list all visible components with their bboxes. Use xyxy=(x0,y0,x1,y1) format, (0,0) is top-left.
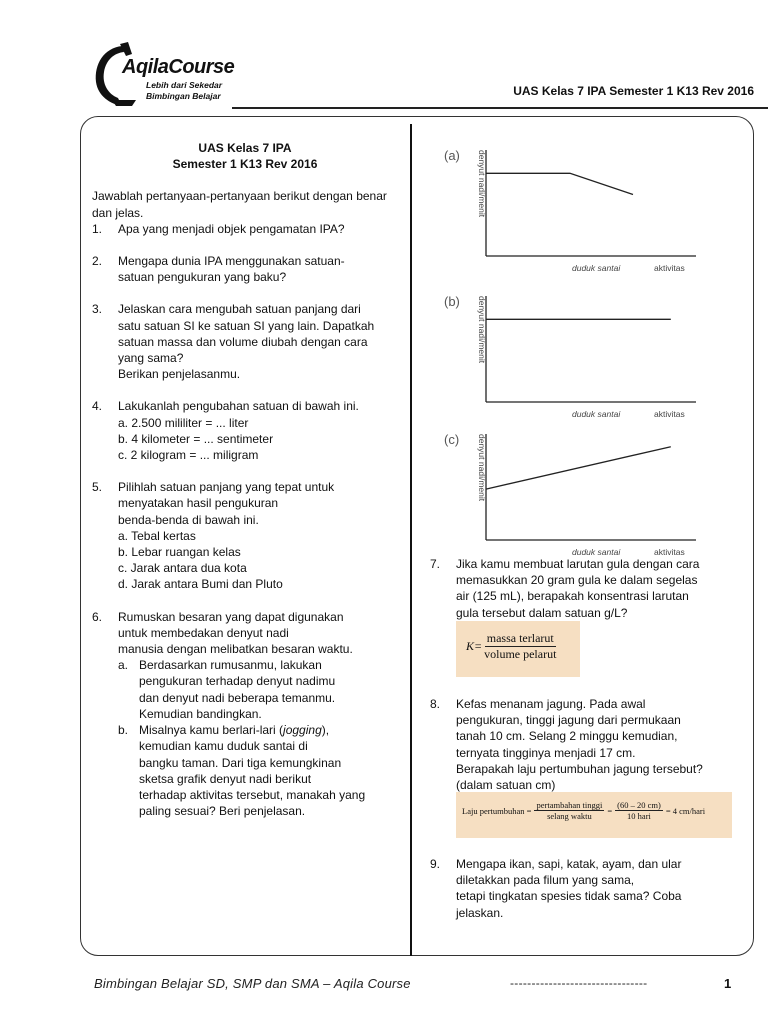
question-text: tanah 10 cm. Selang 2 minggu kemudian, xyxy=(456,729,678,744)
graph-label: (c) xyxy=(444,432,460,447)
question-number: 3. xyxy=(92,302,103,317)
sub-letter: b. xyxy=(118,723,129,738)
x-axis-label-end: aktivitas xyxy=(654,263,685,272)
sub-text: pengukuran terhadap denyut nadimu xyxy=(139,674,336,689)
question-number: 2. xyxy=(92,254,103,269)
question-text: diletakkan pada filum yang sama, xyxy=(456,873,635,888)
question-text: Lakukanlah pengubahan satuan di bawah ini. xyxy=(118,399,359,414)
sub-text: dan denyut nadi beberapa temanmu. xyxy=(139,690,336,705)
graph-b xyxy=(430,286,740,418)
jogging-emphasis: jogging xyxy=(283,723,322,738)
question-9 xyxy=(430,856,740,921)
question-option: c. Jarak antara dua kota xyxy=(118,561,247,576)
formula-lhs: K= xyxy=(466,639,483,653)
footer-text: Bimbingan Belajar SD, SMP dan SMA – Aqila Course xyxy=(94,976,411,991)
concentration-formula xyxy=(456,621,580,677)
sub-text: terhadap aktivitas tersebut, manakah yang xyxy=(139,787,366,802)
graph-label: (b) xyxy=(444,294,460,309)
question-text: Berapakah laju pertumbuhan jagung tersebut? xyxy=(456,761,703,776)
page-number: 1 xyxy=(724,976,732,991)
left-column xyxy=(92,140,398,819)
question-number: 8. xyxy=(430,697,441,711)
question-option: b. Lebar ruangan kelas xyxy=(118,545,241,560)
exam-title: UAS Kelas 7 IPA xyxy=(198,141,292,155)
question-text: Pilihlah satuan panjang yang tepat untuk xyxy=(118,480,335,495)
question-text: Jika kamu membuat larutan gula dengan cara xyxy=(456,557,700,571)
growth-rate-formula xyxy=(456,792,732,838)
question-6a xyxy=(92,657,398,722)
exam-subtitle: Semester 1 K13 Rev 2016 xyxy=(172,157,318,172)
question-text: Kefas menanam jagung. Pada awal xyxy=(456,697,646,711)
question-6b xyxy=(92,722,398,819)
question-7 xyxy=(430,556,740,621)
question-number: 6. xyxy=(92,609,103,624)
sub-text: bangku taman. Dari tiga kemungkinan xyxy=(139,755,342,770)
formula-equals: = xyxy=(607,805,613,816)
question-5 xyxy=(92,479,398,495)
question-number: 1. xyxy=(92,221,103,236)
formula-denominator: selang waktu xyxy=(547,811,592,821)
sub-text: sketsa grafik denyut nadi berikut xyxy=(139,771,312,786)
x-axis-label-mid: duduk santai xyxy=(572,547,621,556)
question-text: Jelaskan cara mengubah satuan panjang dari xyxy=(118,302,361,317)
question-number: 5. xyxy=(92,480,103,495)
question-text: satuan massa dan volume diubah dengan cara xyxy=(118,334,368,349)
question-text: memasukkan 20 gram gula ke dalam segelas xyxy=(456,573,698,588)
y-axis-label: denyut nadi/menit xyxy=(477,150,487,218)
question-text: jelaskan. xyxy=(456,905,504,920)
question-option: c. 2 kilogram = ... miligram xyxy=(118,448,259,463)
question-text: satu satuan SI ke satuan SI yang lain. Dapatkah xyxy=(118,318,375,333)
question-text: gula tersebut dalam satuan g/L? xyxy=(456,605,628,620)
formula-numerator: pertambahan tinggi xyxy=(536,800,603,810)
x-axis-label-mid: duduk santai xyxy=(572,409,621,418)
instructions: Jawablah pertanyaan-pertanyaan berikut dengan benar dan jelas. xyxy=(92,189,387,220)
graph-a xyxy=(430,140,740,272)
x-axis-label-end: aktivitas xyxy=(654,409,685,418)
sub-text: paling sesuai? Beri penjelasan. xyxy=(139,804,306,819)
column-divider xyxy=(410,124,412,956)
question-2 xyxy=(92,253,398,269)
formula-result: = 4 cm/hari xyxy=(665,805,706,816)
question-8 xyxy=(430,696,740,793)
pulse-line xyxy=(486,173,633,194)
y-axis-label: denyut nadi/menit xyxy=(477,296,487,364)
sub-text: kemudian kamu duduk santai di xyxy=(139,739,308,754)
question-text: tetapi tingkatan spesies tidak sama? Coba xyxy=(456,889,682,904)
sub-letter: a. xyxy=(118,658,129,673)
x-axis-label-mid: duduk santai xyxy=(572,263,621,272)
sub-text: Kemudian bandingkan. xyxy=(139,706,262,721)
question-text: manusia dengan melibatkan besaran waktu. xyxy=(118,642,353,657)
question-text: satuan pengukuran yang baku? xyxy=(118,270,287,285)
sub-text: Berdasarkan rumusanmu, lakukan xyxy=(139,658,322,673)
footer-dashes: -------------------------------- xyxy=(510,976,648,990)
formula-lhs: Laju pertumbuhan = xyxy=(462,805,532,816)
question-option: a. Tebal kertas xyxy=(118,528,196,543)
question-text: pengukuran, tinggi jagung dari permukaan xyxy=(456,713,681,728)
header-title: UAS Kelas 7 IPA Semester 1 K13 Rev 2016 xyxy=(513,84,754,98)
question-text: Berikan penjelasanmu. xyxy=(118,367,241,382)
pulse-line xyxy=(486,447,671,489)
question-text: (dalam satuan cm) xyxy=(456,778,556,793)
formula-numerator: (60 – 20 cm) xyxy=(617,800,661,810)
sub-text: Misalnya kamu berlari-lari (jogging), xyxy=(139,723,330,738)
formula-numerator: massa terlarut xyxy=(486,631,554,645)
formula-denominator: volume pelarut xyxy=(484,647,557,661)
question-text: air (125 mL), berapakah konsentrasi larutan xyxy=(456,589,689,604)
question-text: Mengapa dunia IPA menggunakan satuan- xyxy=(118,254,345,269)
logo-tagline: Bimbingan Belajar xyxy=(146,91,221,101)
question-number: 4. xyxy=(92,399,103,414)
question-option: b. 4 kilometer = ... sentimeter xyxy=(118,431,274,446)
question-text: Rumuskan besaran yang dapat digunakan xyxy=(118,609,344,624)
question-6 xyxy=(92,609,398,625)
graph-c xyxy=(430,424,740,556)
question-text: untuk membedakan denyut nadi xyxy=(118,625,289,640)
formula-denominator: 10 hari xyxy=(627,811,651,821)
question-number: 7. xyxy=(430,557,441,571)
question-3 xyxy=(92,301,398,317)
question-number: 9. xyxy=(430,857,441,871)
question-text: Apa yang menjadi objek pengamatan IPA? xyxy=(118,221,345,236)
question-text: menyatakan hasil pengukuran xyxy=(118,496,279,511)
question-text: yang sama? xyxy=(118,351,184,366)
question-option: d. Jarak antara Bumi dan Pluto xyxy=(118,577,283,592)
question-option: a. 2.500 mililiter = ... liter xyxy=(118,415,249,430)
question-text: Mengapa ikan, sapi, katak, ayam, dan ular xyxy=(456,857,682,871)
logo-name: AqilaCourse xyxy=(122,56,235,78)
question-text: benda-benda di bawah ini. xyxy=(118,512,259,527)
y-axis-label: denyut nadi/menit xyxy=(477,434,487,502)
question-text: ternyata tingginya menjadi 17 cm. xyxy=(456,745,636,760)
x-axis-label-end: aktivitas xyxy=(654,547,685,556)
logo-tagline: Lebih dari Sekedar xyxy=(146,80,223,90)
question-1 xyxy=(92,221,398,237)
graph-label: (a) xyxy=(444,148,460,163)
question-4 xyxy=(92,398,398,414)
logo xyxy=(92,40,235,110)
header-rule xyxy=(232,107,768,109)
